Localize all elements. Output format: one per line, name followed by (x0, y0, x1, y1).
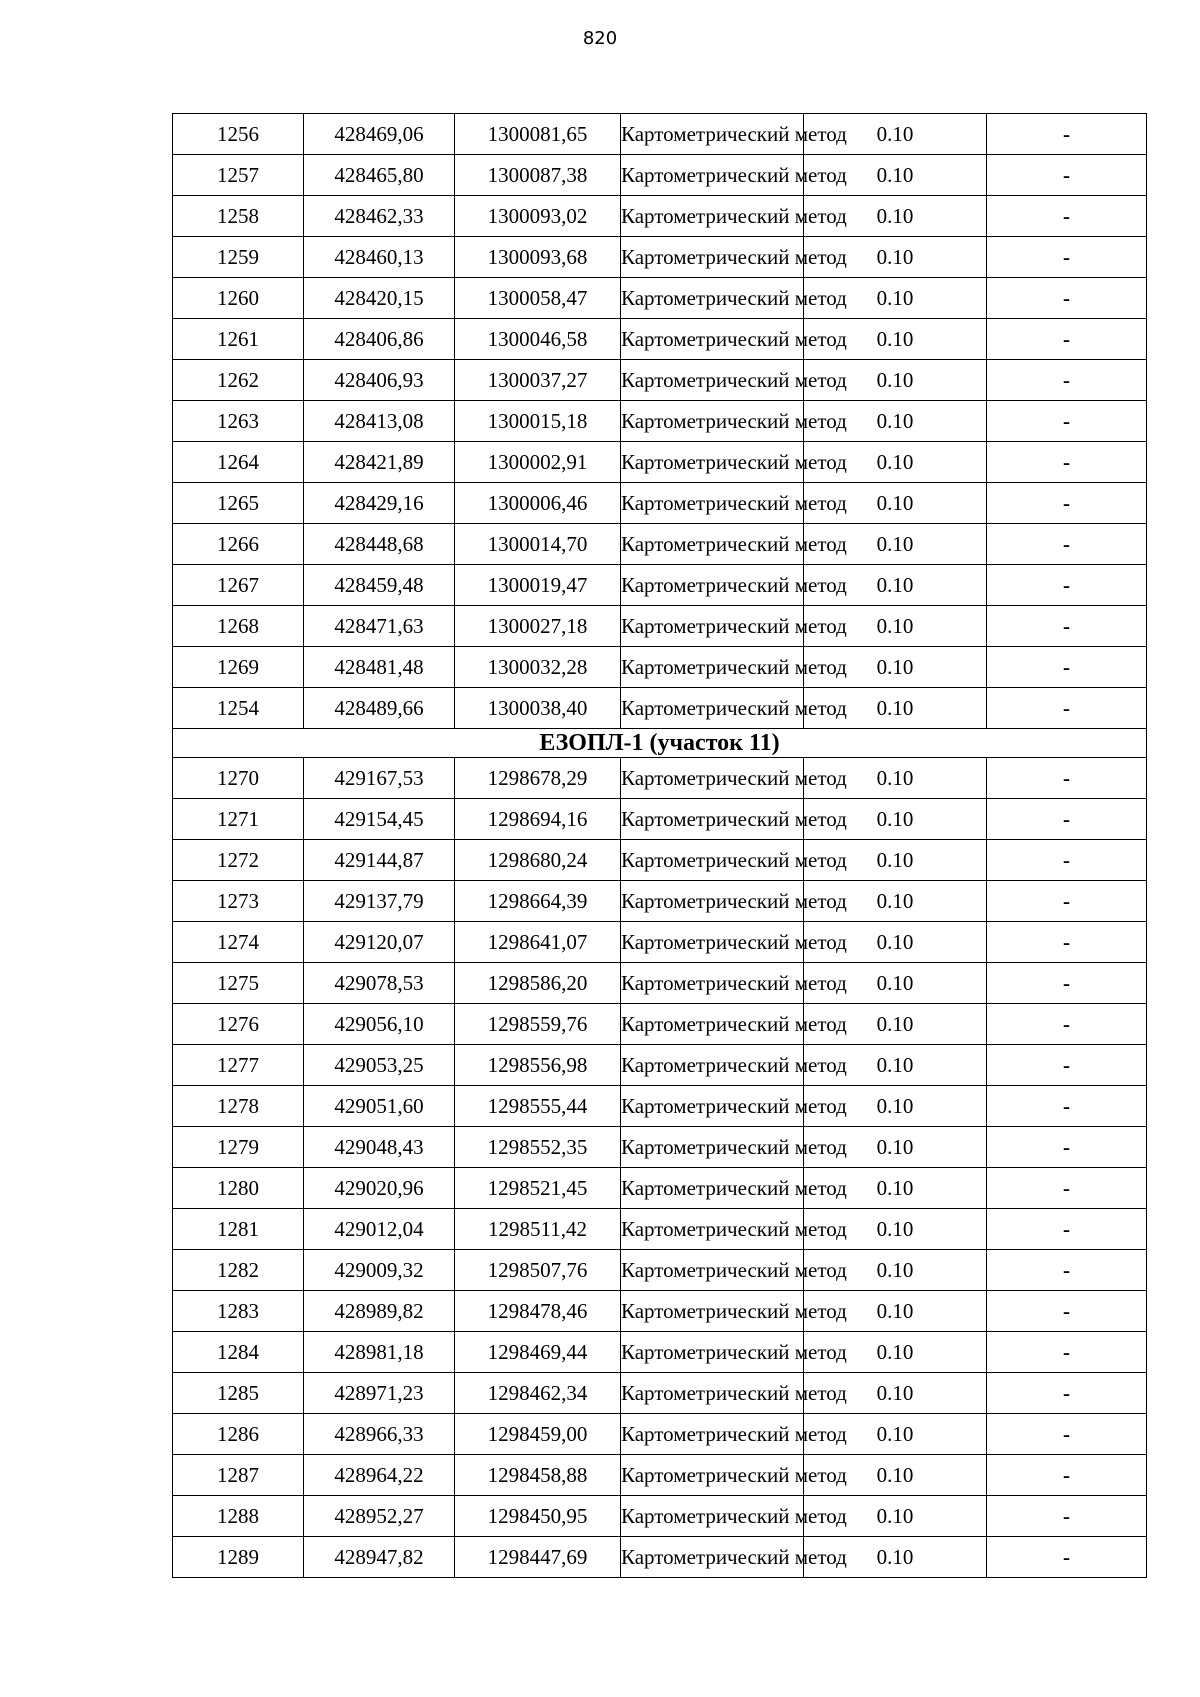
y-coordinate-cell: 1300032,28 (455, 647, 621, 688)
y-coordinate-cell: 1298641,07 (455, 922, 621, 963)
note-cell: - (987, 483, 1147, 524)
accuracy-cell: 0.10 (804, 360, 987, 401)
note-cell: - (987, 524, 1147, 565)
table-row (173, 1537, 1147, 1578)
accuracy-cell: 0.10 (804, 606, 987, 647)
method-cell: Картометрический метод (621, 1332, 804, 1373)
x-coordinate-cell: 428469,06 (304, 114, 455, 155)
method-cell: Картометрический метод (621, 483, 804, 524)
y-coordinate-cell: 1298478,46 (455, 1291, 621, 1332)
x-coordinate-cell: 428406,86 (304, 319, 455, 360)
accuracy-cell: 0.10 (804, 758, 987, 799)
method-cell: Картометрический метод (621, 155, 804, 196)
coordinates-table (172, 113, 1147, 1578)
accuracy-cell: 0.10 (804, 524, 987, 565)
coordinates-table-body (173, 114, 1147, 1578)
y-coordinate-cell: 1300014,70 (455, 524, 621, 565)
accuracy-cell: 0.10 (804, 881, 987, 922)
method-cell: Картометрический метод (621, 688, 804, 729)
accuracy-cell: 0.10 (804, 565, 987, 606)
y-coordinate-cell: 1298507,76 (455, 1250, 621, 1291)
note-cell: - (987, 1455, 1147, 1496)
note-cell: - (987, 1414, 1147, 1455)
table-row (173, 1414, 1147, 1455)
y-coordinate-cell: 1300093,02 (455, 196, 621, 237)
table-row (173, 1373, 1147, 1414)
point-number-cell: 1277 (173, 1045, 304, 1086)
point-number-cell: 1262 (173, 360, 304, 401)
x-coordinate-cell: 428481,48 (304, 647, 455, 688)
method-cell: Картометрический метод (621, 1168, 804, 1209)
y-coordinate-cell: 1298555,44 (455, 1086, 621, 1127)
method-cell: Картометрический метод (621, 840, 804, 881)
method-cell: Картометрический метод (621, 1537, 804, 1578)
method-cell: Картометрический метод (621, 1250, 804, 1291)
point-number-cell: 1265 (173, 483, 304, 524)
point-number-cell: 1261 (173, 319, 304, 360)
x-coordinate-cell: 428448,68 (304, 524, 455, 565)
x-coordinate-cell: 428971,23 (304, 1373, 455, 1414)
accuracy-cell: 0.10 (804, 1086, 987, 1127)
note-cell: - (987, 319, 1147, 360)
table-row (173, 360, 1147, 401)
accuracy-cell: 0.10 (804, 442, 987, 483)
point-number-cell: 1288 (173, 1496, 304, 1537)
accuracy-cell: 0.10 (804, 1332, 987, 1373)
method-cell: Картометрический метод (621, 606, 804, 647)
table-row (173, 1250, 1147, 1291)
point-number-cell: 1278 (173, 1086, 304, 1127)
x-coordinate-cell: 428413,08 (304, 401, 455, 442)
y-coordinate-cell: 1298450,95 (455, 1496, 621, 1537)
method-cell: Картометрический метод (621, 1496, 804, 1537)
x-coordinate-cell: 429020,96 (304, 1168, 455, 1209)
x-coordinate-cell: 428964,22 (304, 1455, 455, 1496)
table-row (173, 1332, 1147, 1373)
method-cell: Картометрический метод (621, 114, 804, 155)
accuracy-cell: 0.10 (804, 114, 987, 155)
table-row (173, 114, 1147, 155)
table-row (173, 688, 1147, 729)
y-coordinate-cell: 1298556,98 (455, 1045, 621, 1086)
note-cell: - (987, 881, 1147, 922)
accuracy-cell: 0.10 (804, 1127, 987, 1168)
method-cell: Картометрический метод (621, 1086, 804, 1127)
x-coordinate-cell: 428947,82 (304, 1537, 455, 1578)
page-number: 820 (582, 28, 618, 49)
accuracy-cell: 0.10 (804, 1291, 987, 1332)
note-cell: - (987, 360, 1147, 401)
y-coordinate-cell: 1298586,20 (455, 963, 621, 1004)
y-coordinate-cell: 1300027,18 (455, 606, 621, 647)
y-coordinate-cell: 1298521,45 (455, 1168, 621, 1209)
method-cell: Картометрический метод (621, 758, 804, 799)
y-coordinate-cell: 1298552,35 (455, 1127, 621, 1168)
point-number-cell: 1280 (173, 1168, 304, 1209)
table-row (173, 1209, 1147, 1250)
method-cell: Картометрический метод (621, 1414, 804, 1455)
note-cell: - (987, 688, 1147, 729)
accuracy-cell: 0.10 (804, 196, 987, 237)
point-number-cell: 1287 (173, 1455, 304, 1496)
accuracy-cell: 0.10 (804, 319, 987, 360)
note-cell: - (987, 442, 1147, 483)
accuracy-cell: 0.10 (804, 840, 987, 881)
x-coordinate-cell: 428462,33 (304, 196, 455, 237)
method-cell: Картометрический метод (621, 881, 804, 922)
point-number-cell: 1268 (173, 606, 304, 647)
x-coordinate-cell: 428406,93 (304, 360, 455, 401)
y-coordinate-cell: 1298447,69 (455, 1537, 621, 1578)
table-row (173, 647, 1147, 688)
note-cell: - (987, 799, 1147, 840)
table-row (173, 196, 1147, 237)
x-coordinate-cell: 429012,04 (304, 1209, 455, 1250)
table-row (173, 319, 1147, 360)
point-number-cell: 1254 (173, 688, 304, 729)
y-coordinate-cell: 1300093,68 (455, 237, 621, 278)
point-number-cell: 1257 (173, 155, 304, 196)
y-coordinate-cell: 1298459,00 (455, 1414, 621, 1455)
y-coordinate-cell: 1300015,18 (455, 401, 621, 442)
x-coordinate-cell: 428966,33 (304, 1414, 455, 1455)
note-cell: - (987, 1086, 1147, 1127)
point-number-cell: 1282 (173, 1250, 304, 1291)
point-number-cell: 1289 (173, 1537, 304, 1578)
note-cell: - (987, 1537, 1147, 1578)
x-coordinate-cell: 429167,53 (304, 758, 455, 799)
note-cell: - (987, 278, 1147, 319)
table-row (173, 1291, 1147, 1332)
table-row (173, 606, 1147, 647)
y-coordinate-cell: 1300006,46 (455, 483, 621, 524)
table-row (173, 799, 1147, 840)
table-row (173, 483, 1147, 524)
y-coordinate-cell: 1300087,38 (455, 155, 621, 196)
x-coordinate-cell: 429009,32 (304, 1250, 455, 1291)
method-cell: Картометрический метод (621, 196, 804, 237)
note-cell: - (987, 1496, 1147, 1537)
note-cell: - (987, 606, 1147, 647)
note-cell: - (987, 1209, 1147, 1250)
point-number-cell: 1283 (173, 1291, 304, 1332)
y-coordinate-cell: 1298694,16 (455, 799, 621, 840)
x-coordinate-cell: 428465,80 (304, 155, 455, 196)
method-cell: Картометрический метод (621, 565, 804, 606)
point-number-cell: 1256 (173, 114, 304, 155)
point-number-cell: 1270 (173, 758, 304, 799)
note-cell: - (987, 1250, 1147, 1291)
table-row (173, 1086, 1147, 1127)
method-cell: Картометрический метод (621, 1291, 804, 1332)
section-title: ЕЗОПЛ-1 (участок 11) (173, 729, 1147, 758)
accuracy-cell: 0.10 (804, 1455, 987, 1496)
point-number-cell: 1276 (173, 1004, 304, 1045)
accuracy-cell: 0.10 (804, 1496, 987, 1537)
y-coordinate-cell: 1300058,47 (455, 278, 621, 319)
accuracy-cell: 0.10 (804, 155, 987, 196)
method-cell: Картометрический метод (621, 647, 804, 688)
accuracy-cell: 0.10 (804, 688, 987, 729)
accuracy-cell: 0.10 (804, 483, 987, 524)
note-cell: - (987, 114, 1147, 155)
note-cell: - (987, 237, 1147, 278)
table-row (173, 442, 1147, 483)
method-cell: Картометрический метод (621, 922, 804, 963)
accuracy-cell: 0.10 (804, 1168, 987, 1209)
x-coordinate-cell: 428420,15 (304, 278, 455, 319)
point-number-cell: 1264 (173, 442, 304, 483)
x-coordinate-cell: 428471,63 (304, 606, 455, 647)
y-coordinate-cell: 1298678,29 (455, 758, 621, 799)
accuracy-cell: 0.10 (804, 1373, 987, 1414)
y-coordinate-cell: 1300046,58 (455, 319, 621, 360)
table-row (173, 1496, 1147, 1537)
note-cell: - (987, 401, 1147, 442)
x-coordinate-cell: 428459,48 (304, 565, 455, 606)
note-cell: - (987, 840, 1147, 881)
table-row (173, 1004, 1147, 1045)
point-number-cell: 1269 (173, 647, 304, 688)
table-row (173, 278, 1147, 319)
table-row (173, 524, 1147, 565)
note-cell: - (987, 1332, 1147, 1373)
x-coordinate-cell: 429048,43 (304, 1127, 455, 1168)
point-number-cell: 1258 (173, 196, 304, 237)
method-cell: Картометрический метод (621, 442, 804, 483)
x-coordinate-cell: 429053,25 (304, 1045, 455, 1086)
point-number-cell: 1281 (173, 1209, 304, 1250)
accuracy-cell: 0.10 (804, 401, 987, 442)
y-coordinate-cell: 1300038,40 (455, 688, 621, 729)
point-number-cell: 1263 (173, 401, 304, 442)
table-row (173, 401, 1147, 442)
y-coordinate-cell: 1298559,76 (455, 1004, 621, 1045)
point-number-cell: 1279 (173, 1127, 304, 1168)
table-row (173, 840, 1147, 881)
x-coordinate-cell: 429154,45 (304, 799, 455, 840)
accuracy-cell: 0.10 (804, 1004, 987, 1045)
y-coordinate-cell: 1300037,27 (455, 360, 621, 401)
method-cell: Картометрический метод (621, 524, 804, 565)
point-number-cell: 1259 (173, 237, 304, 278)
accuracy-cell: 0.10 (804, 1045, 987, 1086)
point-number-cell: 1260 (173, 278, 304, 319)
table-row (173, 155, 1147, 196)
accuracy-cell: 0.10 (804, 1209, 987, 1250)
x-coordinate-cell: 428429,16 (304, 483, 455, 524)
method-cell: Картометрический метод (621, 360, 804, 401)
table-row (173, 881, 1147, 922)
accuracy-cell: 0.10 (804, 1537, 987, 1578)
accuracy-cell: 0.10 (804, 963, 987, 1004)
point-number-cell: 1266 (173, 524, 304, 565)
point-number-cell: 1267 (173, 565, 304, 606)
method-cell: Картометрический метод (621, 1373, 804, 1414)
point-number-cell: 1275 (173, 963, 304, 1004)
y-coordinate-cell: 1300019,47 (455, 565, 621, 606)
point-number-cell: 1272 (173, 840, 304, 881)
section-header-row (173, 729, 1147, 758)
table-row (173, 922, 1147, 963)
method-cell: Картометрический метод (621, 237, 804, 278)
point-number-cell: 1285 (173, 1373, 304, 1414)
y-coordinate-cell: 1298462,34 (455, 1373, 621, 1414)
point-number-cell: 1273 (173, 881, 304, 922)
accuracy-cell: 0.10 (804, 237, 987, 278)
x-coordinate-cell: 428952,27 (304, 1496, 455, 1537)
note-cell: - (987, 922, 1147, 963)
x-coordinate-cell: 429120,07 (304, 922, 455, 963)
note-cell: - (987, 1045, 1147, 1086)
note-cell: - (987, 155, 1147, 196)
note-cell: - (987, 758, 1147, 799)
method-cell: Картометрический метод (621, 319, 804, 360)
note-cell: - (987, 196, 1147, 237)
method-cell: Картометрический метод (621, 401, 804, 442)
y-coordinate-cell: 1300002,91 (455, 442, 621, 483)
accuracy-cell: 0.10 (804, 1250, 987, 1291)
y-coordinate-cell: 1300081,65 (455, 114, 621, 155)
table-row (173, 963, 1147, 1004)
y-coordinate-cell: 1298469,44 (455, 1332, 621, 1373)
method-cell: Картометрический метод (621, 278, 804, 319)
table-row (173, 565, 1147, 606)
y-coordinate-cell: 1298458,88 (455, 1455, 621, 1496)
note-cell: - (987, 963, 1147, 1004)
method-cell: Картометрический метод (621, 1455, 804, 1496)
x-coordinate-cell: 429144,87 (304, 840, 455, 881)
point-number-cell: 1284 (173, 1332, 304, 1373)
note-cell: - (987, 1291, 1147, 1332)
accuracy-cell: 0.10 (804, 1414, 987, 1455)
accuracy-cell: 0.10 (804, 799, 987, 840)
method-cell: Картометрический метод (621, 1004, 804, 1045)
note-cell: - (987, 1168, 1147, 1209)
accuracy-cell: 0.10 (804, 278, 987, 319)
x-coordinate-cell: 428421,89 (304, 442, 455, 483)
table-row (173, 1127, 1147, 1168)
method-cell: Картометрический метод (621, 963, 804, 1004)
x-coordinate-cell: 428489,66 (304, 688, 455, 729)
x-coordinate-cell: 429078,53 (304, 963, 455, 1004)
x-coordinate-cell: 428981,18 (304, 1332, 455, 1373)
y-coordinate-cell: 1298664,39 (455, 881, 621, 922)
table-row (173, 758, 1147, 799)
note-cell: - (987, 647, 1147, 688)
x-coordinate-cell: 429056,10 (304, 1004, 455, 1045)
table-row (173, 237, 1147, 278)
method-cell: Картометрический метод (621, 1045, 804, 1086)
x-coordinate-cell: 429051,60 (304, 1086, 455, 1127)
method-cell: Картометрический метод (621, 1127, 804, 1168)
method-cell: Картометрический метод (621, 799, 804, 840)
note-cell: - (987, 1373, 1147, 1414)
method-cell: Картометрический метод (621, 1209, 804, 1250)
y-coordinate-cell: 1298680,24 (455, 840, 621, 881)
y-coordinate-cell: 1298511,42 (455, 1209, 621, 1250)
accuracy-cell: 0.10 (804, 647, 987, 688)
x-coordinate-cell: 428460,13 (304, 237, 455, 278)
table-row (173, 1168, 1147, 1209)
point-number-cell: 1271 (173, 799, 304, 840)
note-cell: - (987, 1004, 1147, 1045)
table-row (173, 1045, 1147, 1086)
note-cell: - (987, 1127, 1147, 1168)
note-cell: - (987, 565, 1147, 606)
accuracy-cell: 0.10 (804, 922, 987, 963)
x-coordinate-cell: 428989,82 (304, 1291, 455, 1332)
x-coordinate-cell: 429137,79 (304, 881, 455, 922)
point-number-cell: 1274 (173, 922, 304, 963)
table-row (173, 1455, 1147, 1496)
point-number-cell: 1286 (173, 1414, 304, 1455)
